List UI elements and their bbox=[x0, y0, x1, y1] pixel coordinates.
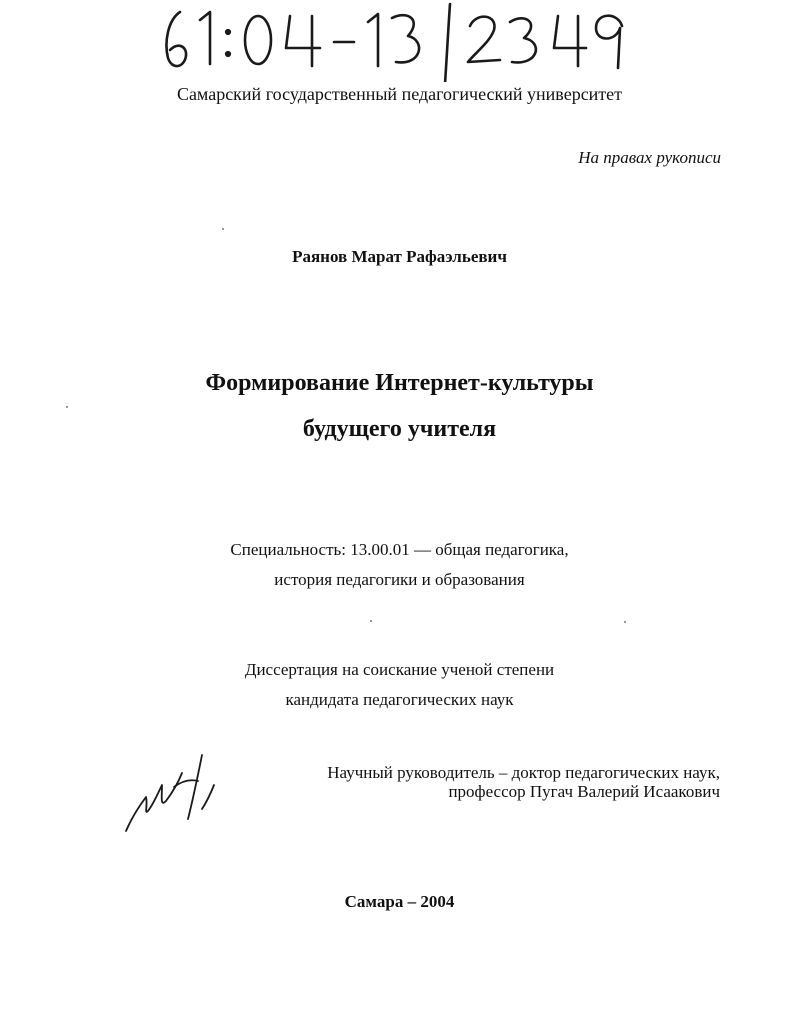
scan-speck bbox=[222, 228, 224, 230]
dissertation-degree-line1: Диссертация на соискание ученой степени bbox=[244, 660, 555, 679]
specialty-line1: Специальность: 13.00.01 — общая педагогика, bbox=[230, 540, 569, 559]
scan-speck bbox=[370, 620, 372, 622]
thesis-title-line2: будущего учителя bbox=[302, 416, 497, 442]
scan-speck bbox=[66, 406, 68, 408]
handwritten-signature bbox=[118, 745, 228, 840]
supervisor-line1: Научный руководитель – доктор педагогических наук, bbox=[327, 763, 720, 782]
handwritten-archive-code bbox=[150, 2, 630, 82]
rights-note: На правах рукописи bbox=[578, 148, 721, 167]
city-year: Самара – 2004 bbox=[344, 892, 455, 911]
author-name: Раянов Марат Рафаэльевич bbox=[292, 247, 507, 266]
specialty-line2: история педагогики и образования bbox=[274, 570, 525, 589]
dissertation-degree-line2: кандидата педагогических наук bbox=[285, 690, 514, 709]
university-name: Самарский государственный педагогический университет bbox=[176, 84, 623, 104]
supervisor-line2: профессор Пугач Валерий Исаакович bbox=[448, 782, 720, 801]
thesis-title-line1: Формирование Интернет-культуры bbox=[205, 370, 594, 396]
scan-speck bbox=[624, 621, 626, 623]
